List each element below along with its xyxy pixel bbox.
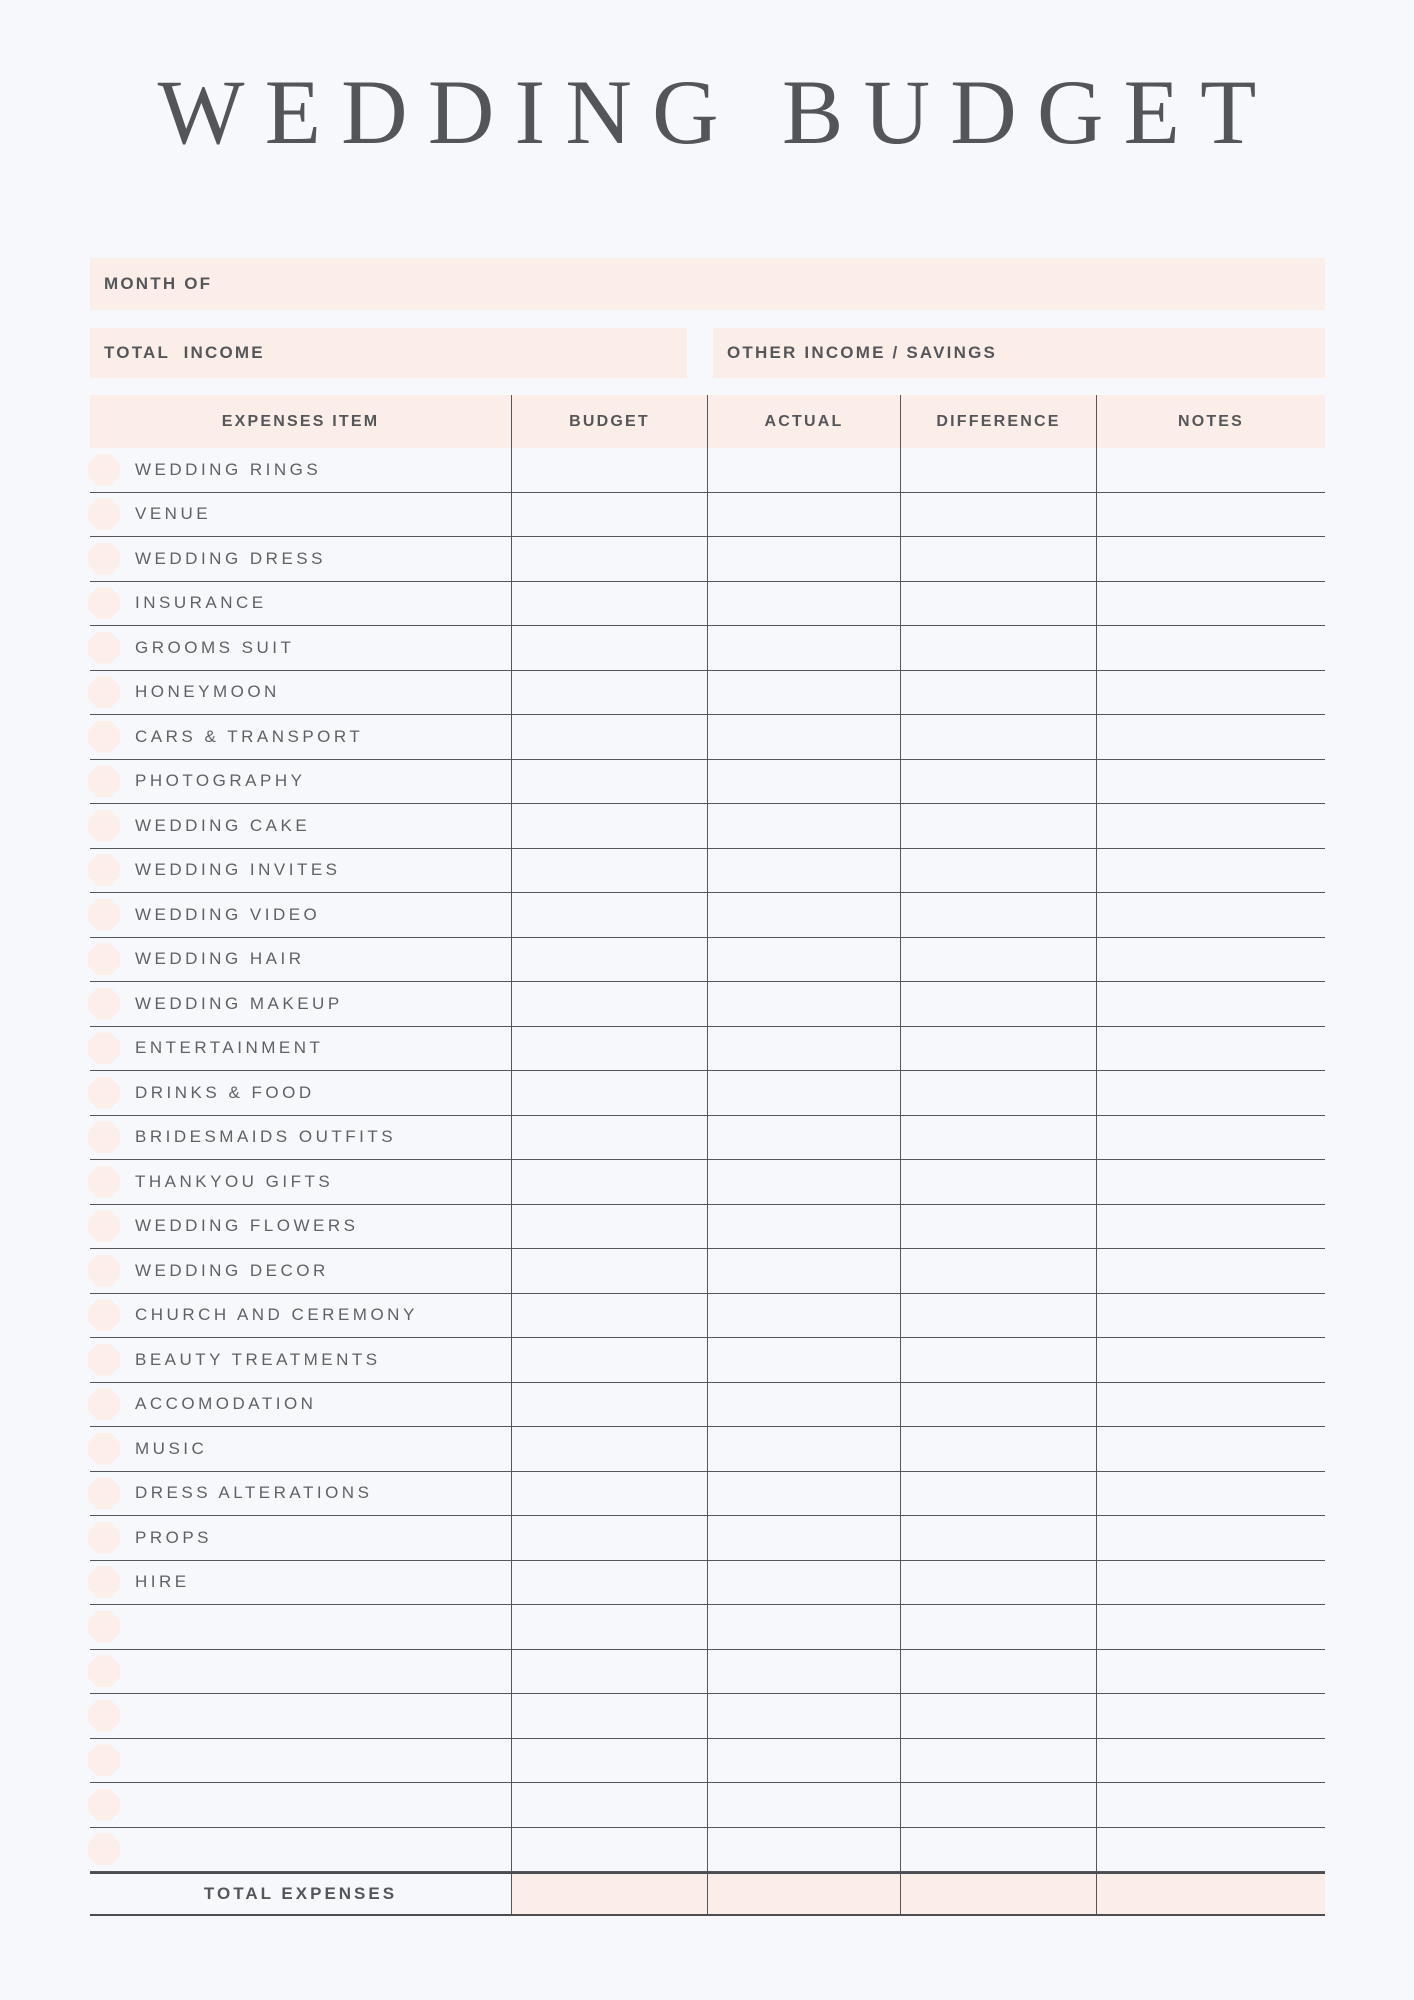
actual-cell [707, 1739, 900, 1783]
actual-cell [707, 1116, 900, 1160]
bullet-icon [88, 1477, 120, 1509]
notes-cell [1096, 938, 1325, 982]
notes-cell [1096, 1383, 1325, 1427]
expense-item-label: THANKYOU GIFTS [135, 1171, 334, 1191]
difference-cell [900, 582, 1096, 626]
budget-cell [511, 1783, 707, 1827]
difference-cell [900, 849, 1096, 893]
actual-cell [707, 1828, 900, 1872]
difference-cell [900, 537, 1096, 581]
bullet-icon [88, 1433, 120, 1465]
table-row [90, 1694, 1325, 1739]
notes-cell [1096, 1605, 1325, 1649]
notes-cell [1096, 1294, 1325, 1338]
table-row [90, 1027, 1325, 1072]
table-row [90, 1427, 1325, 1472]
expense-item-label: WEDDING INVITES [135, 860, 341, 880]
bullet-icon [88, 1566, 120, 1598]
notes-cell [1096, 1561, 1325, 1605]
actual-cell [707, 1783, 900, 1827]
table-row [90, 938, 1325, 983]
budget-cell [511, 448, 707, 492]
notes-cell [1096, 1739, 1325, 1783]
bullet-icon [88, 1121, 120, 1153]
budget-cell [511, 626, 707, 670]
bullet-icon [88, 721, 120, 753]
actual-cell [707, 448, 900, 492]
expense-item-label: BEAUTY TREATMENTS [135, 1349, 381, 1369]
month-of-field [90, 258, 1325, 310]
total-budget-cell [511, 1874, 707, 1914]
total-income-label: TOTAL INCOME [104, 343, 265, 362]
bullet-icon [88, 1700, 120, 1732]
table-row [90, 1205, 1325, 1250]
bullet-icon [88, 810, 120, 842]
expense-item-label: WEDDING DRESS [135, 548, 326, 568]
notes-cell [1096, 1027, 1325, 1071]
actual-cell [707, 1160, 900, 1204]
difference-cell [900, 1205, 1096, 1249]
notes-cell [1096, 671, 1325, 715]
budget-cell [511, 1427, 707, 1471]
notes-cell [1096, 893, 1325, 937]
bullet-icon [88, 1744, 120, 1776]
actual-cell [707, 1516, 900, 1560]
difference-cell [900, 1071, 1096, 1115]
table-row [90, 982, 1325, 1027]
table-row [90, 537, 1325, 582]
difference-cell [900, 1605, 1096, 1649]
bullet-icon [88, 632, 120, 664]
expense-item-label: ENTERTAINMENT [135, 1038, 324, 1058]
difference-cell [900, 1828, 1096, 1872]
other-income-label: OTHER INCOME / SAVINGS [727, 343, 998, 362]
table-row [90, 493, 1325, 538]
budget-cell [511, 537, 707, 581]
total-difference-cell [900, 1874, 1096, 1914]
budget-cell [511, 1071, 707, 1115]
bullet-icon [88, 899, 120, 931]
total-expenses-row [90, 1872, 1325, 1916]
total-expenses-label: TOTAL EXPENSES [203, 1884, 398, 1903]
notes-cell [1096, 1694, 1325, 1738]
difference-cell [900, 893, 1096, 937]
difference-cell [900, 1783, 1096, 1827]
actual-cell [707, 537, 900, 581]
column-header-expenses-item: EXPENSES ITEM [221, 412, 380, 430]
notes-cell [1096, 1338, 1325, 1382]
notes-cell [1096, 1249, 1325, 1293]
difference-cell [900, 1739, 1096, 1783]
actual-cell [707, 1694, 900, 1738]
difference-cell [900, 1160, 1096, 1204]
notes-cell [1096, 1160, 1325, 1204]
actual-cell [707, 1205, 900, 1249]
expense-item-label: WEDDING RINGS [135, 459, 322, 479]
difference-cell [900, 1249, 1096, 1293]
bullet-icon [88, 1299, 120, 1331]
notes-cell [1096, 448, 1325, 492]
difference-cell [900, 493, 1096, 537]
bullet-icon [88, 543, 120, 575]
table-row [90, 1828, 1325, 1873]
budget-cell [511, 1294, 707, 1338]
difference-cell [900, 626, 1096, 670]
notes-cell [1096, 849, 1325, 893]
bullet-icon [88, 1789, 120, 1821]
notes-cell [1096, 626, 1325, 670]
difference-cell [900, 804, 1096, 848]
difference-cell [900, 1561, 1096, 1605]
difference-cell [900, 1338, 1096, 1382]
budget-cell [511, 1249, 707, 1293]
actual-cell [707, 1383, 900, 1427]
actual-cell [707, 1338, 900, 1382]
table-row [90, 804, 1325, 849]
actual-cell [707, 493, 900, 537]
budget-cell [511, 1561, 707, 1605]
table-row [90, 1783, 1325, 1828]
actual-cell [707, 626, 900, 670]
difference-cell [900, 1472, 1096, 1516]
budget-cell [511, 1739, 707, 1783]
bullet-icon [88, 988, 120, 1020]
table-header [90, 395, 1325, 448]
budget-cell [511, 982, 707, 1026]
actual-cell [707, 1605, 900, 1649]
bullet-icon [88, 1255, 120, 1287]
bullet-icon [88, 1210, 120, 1242]
expense-item-label: WEDDING VIDEO [135, 904, 321, 924]
month-of-label: MONTH OF [104, 274, 213, 293]
expense-item-label: DRINKS & FOOD [135, 1082, 315, 1102]
expense-item-label: HIRE [135, 1572, 190, 1592]
table-row [90, 1472, 1325, 1517]
expenses-table [90, 395, 1325, 1916]
expense-item-label: PROPS [135, 1527, 213, 1547]
notes-cell [1096, 1516, 1325, 1560]
table-row [90, 1116, 1325, 1161]
budget-cell [511, 893, 707, 937]
expense-item-label: CHURCH AND CEREMONY [135, 1305, 418, 1325]
table-row [90, 1561, 1325, 1606]
budget-cell [511, 715, 707, 759]
table-row [90, 1249, 1325, 1294]
table-row [90, 849, 1325, 894]
difference-cell [900, 982, 1096, 1026]
table-row [90, 582, 1325, 627]
table-row [90, 1383, 1325, 1428]
notes-cell [1096, 1116, 1325, 1160]
difference-cell [900, 671, 1096, 715]
bullet-icon [88, 1344, 120, 1376]
notes-cell [1096, 1783, 1325, 1827]
expense-item-label: WEDDING FLOWERS [135, 1216, 359, 1236]
actual-cell [707, 1427, 900, 1471]
other-income-field [713, 328, 1325, 378]
bullet-icon [88, 1032, 120, 1064]
actual-cell [707, 1249, 900, 1293]
budget-cell [511, 1027, 707, 1071]
budget-cell [511, 1116, 707, 1160]
table-row [90, 893, 1325, 938]
notes-cell [1096, 1205, 1325, 1249]
actual-cell [707, 1561, 900, 1605]
bullet-icon [88, 1833, 120, 1865]
table-row [90, 671, 1325, 716]
difference-cell [900, 1516, 1096, 1560]
table-row [90, 1294, 1325, 1339]
notes-cell [1096, 582, 1325, 626]
actual-cell [707, 804, 900, 848]
table-row [90, 1605, 1325, 1650]
notes-cell [1096, 760, 1325, 804]
table-row [90, 1516, 1325, 1561]
budget-cell [511, 493, 707, 537]
table-row [90, 1650, 1325, 1695]
notes-cell [1096, 1071, 1325, 1115]
bullet-icon [88, 943, 120, 975]
budget-cell [511, 671, 707, 715]
bullet-icon [88, 454, 120, 486]
difference-cell [900, 1294, 1096, 1338]
budget-cell [511, 1650, 707, 1694]
column-header-actual: ACTUAL [707, 395, 900, 448]
total-notes-cell [1096, 1874, 1325, 1914]
difference-cell [900, 1116, 1096, 1160]
budget-cell [511, 1160, 707, 1204]
budget-cell [511, 938, 707, 982]
actual-cell [707, 1650, 900, 1694]
notes-cell [1096, 493, 1325, 537]
budget-cell [511, 804, 707, 848]
table-row [90, 448, 1325, 493]
notes-cell [1096, 1828, 1325, 1872]
table-row [90, 715, 1325, 760]
actual-cell [707, 938, 900, 982]
difference-cell [900, 1427, 1096, 1471]
difference-cell [900, 938, 1096, 982]
expense-item-label: INSURANCE [135, 593, 267, 613]
table-row [90, 1338, 1325, 1383]
notes-cell [1096, 1472, 1325, 1516]
actual-cell [707, 671, 900, 715]
actual-cell [707, 893, 900, 937]
actual-cell [707, 1027, 900, 1071]
bullet-icon [88, 1077, 120, 1109]
bullet-icon [88, 1166, 120, 1198]
difference-cell [900, 1650, 1096, 1694]
expense-item-label: DRESS ALTERATIONS [135, 1483, 373, 1503]
table-row [90, 626, 1325, 671]
actual-cell [707, 1294, 900, 1338]
difference-cell [900, 715, 1096, 759]
expense-item-label: MUSIC [135, 1438, 208, 1458]
bullet-icon [88, 1522, 120, 1554]
notes-cell [1096, 982, 1325, 1026]
budget-cell [511, 1828, 707, 1872]
budget-cell [511, 1338, 707, 1382]
bullet-icon [88, 587, 120, 619]
expense-item-label: PHOTOGRAPHY [135, 771, 306, 791]
bullet-icon [88, 1388, 120, 1420]
table-row [90, 1160, 1325, 1205]
expense-item-label: ACCOMODATION [135, 1394, 317, 1414]
difference-cell [900, 760, 1096, 804]
budget-cell [511, 1205, 707, 1249]
expense-item-label: CARS & TRANSPORT [135, 726, 364, 746]
notes-cell [1096, 715, 1325, 759]
actual-cell [707, 849, 900, 893]
actual-cell [707, 582, 900, 626]
budget-cell [511, 1694, 707, 1738]
page-title: WEDDING BUDGET [157, 61, 1277, 163]
bullet-icon [88, 498, 120, 530]
bullet-icon [88, 1655, 120, 1687]
notes-cell [1096, 537, 1325, 581]
budget-cell [511, 760, 707, 804]
bullet-icon [88, 854, 120, 886]
difference-cell [900, 1694, 1096, 1738]
notes-cell [1096, 1427, 1325, 1471]
column-header-notes: NOTES [1096, 395, 1325, 448]
difference-cell [900, 448, 1096, 492]
notes-cell [1096, 1650, 1325, 1694]
actual-cell [707, 982, 900, 1026]
expense-item-label: HONEYMOON [135, 682, 280, 702]
difference-cell [900, 1027, 1096, 1071]
table-row [90, 760, 1325, 805]
bullet-icon [88, 1611, 120, 1643]
table-body [90, 448, 1325, 1872]
budget-cell [511, 1516, 707, 1560]
budget-cell [511, 1383, 707, 1427]
total-income-field [90, 328, 687, 378]
total-actual-cell [707, 1874, 900, 1914]
column-header-budget: BUDGET [511, 395, 707, 448]
budget-cell [511, 1605, 707, 1649]
difference-cell [900, 1383, 1096, 1427]
expense-item-label: BRIDESMAIDS OUTFITS [135, 1127, 397, 1147]
expense-item-label: WEDDING MAKEUP [135, 993, 343, 1013]
expense-item-label: VENUE [135, 504, 212, 524]
expense-item-label: GROOMS SUIT [135, 637, 295, 657]
expense-item-label: WEDDING HAIR [135, 949, 305, 969]
expense-item-label: WEDDING DECOR [135, 1260, 329, 1280]
budget-cell [511, 1472, 707, 1516]
bullet-icon [88, 676, 120, 708]
notes-cell [1096, 804, 1325, 848]
expense-item-label: WEDDING CAKE [135, 815, 311, 835]
table-row [90, 1739, 1325, 1784]
budget-cell [511, 849, 707, 893]
actual-cell [707, 760, 900, 804]
table-row [90, 1071, 1325, 1116]
actual-cell [707, 1071, 900, 1115]
budget-cell [511, 582, 707, 626]
actual-cell [707, 1472, 900, 1516]
actual-cell [707, 715, 900, 759]
bullet-icon [88, 765, 120, 797]
column-header-difference: DIFFERENCE [900, 395, 1096, 448]
